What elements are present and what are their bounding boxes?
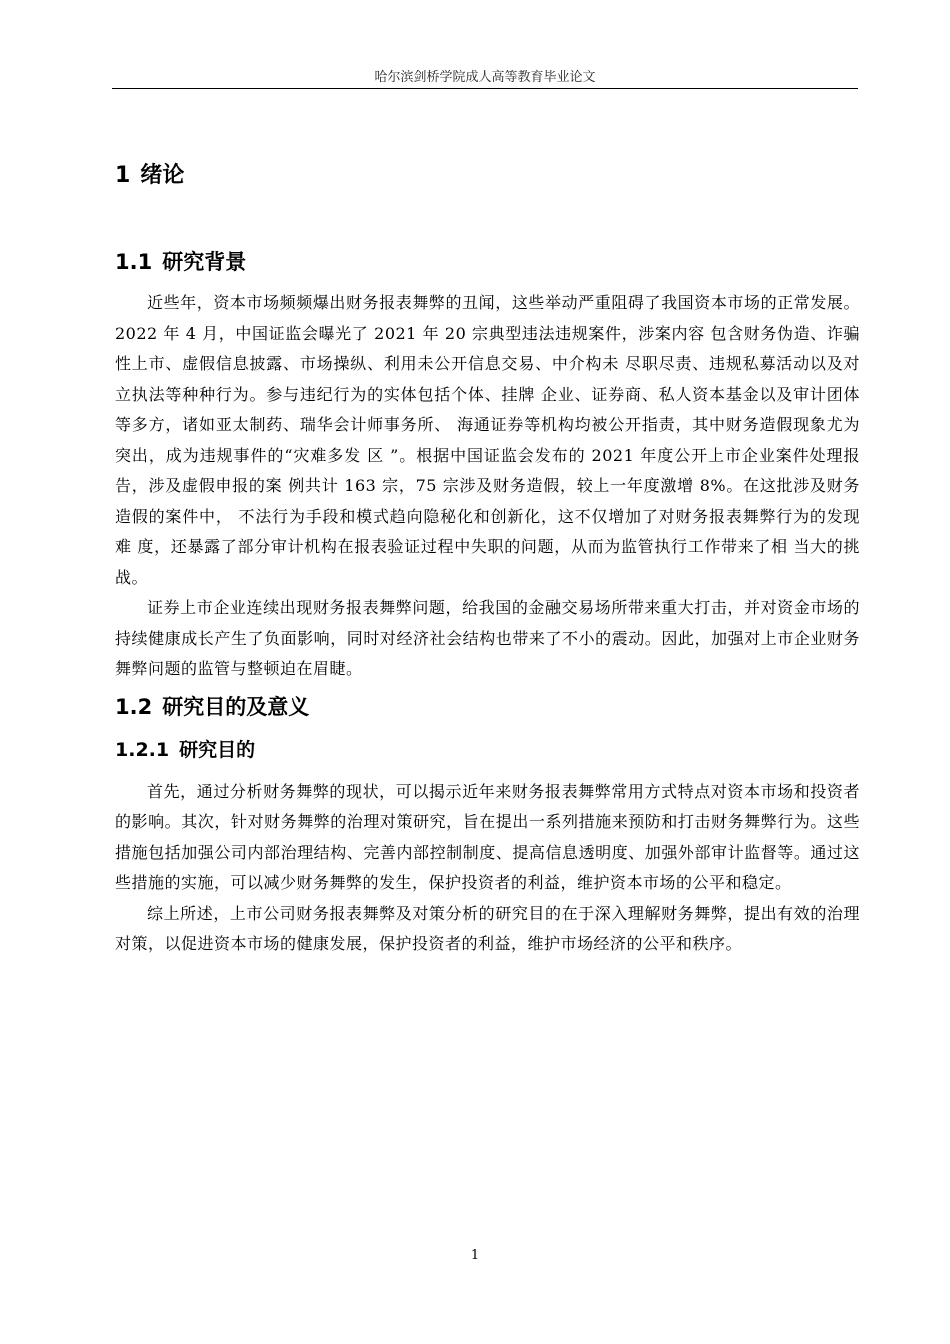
document-body (115, 156, 860, 960)
section-heading-1-2 (115, 689, 860, 725)
paragraph: 近些年，资本市场频频爆出财务报表舞弊的丑闻，这些举动严重阻碍了我国资本市场的正常发展。2022 年 4 月，中国证监会曝光了 2021 年 20 宗典型违法违规案件，涉案内容 包含财务伪造、诈骗性上市、虚假信息披露、市场操纵、利用未公开信息交易、中介构未 尽职尽责、违规私募活动以及对立执法等种种行为。参与违纪行为的实体包括个体、挂牌 企业、证券商、私人资本基金以及审计团体等多方，诸如亚太制药、瑞华会计师事务所、 海通证券等机构均被公开指责，其中财务造假现象尤为突出，成为违规事件的“灾难多发 区 ”。根据中国证监会发布的 2021 年度公开上市企业案件处理报告，涉及虚假申报的案 例共计 163 宗，75 宗涉及财务造假，较上一年度激增 8%。在这批涉及财务造假的案件中， 不法行为手段和模式趋向隐秘化和创新化，这不仅增加了对财务报表舞弊行为的发现难 度，还暴露了部分审计机构在报表验证过程中失职的问题，从而为监管执行工作带来了相 当大的挑战。 (115, 293, 860, 587)
subsection-number: 1.2.1 (115, 738, 170, 761)
section-number: 1.2 (115, 694, 153, 719)
chapter-number: 1 (115, 163, 131, 188)
section-title: 研究目的及意义 (162, 694, 310, 719)
section-number: 1.1 (115, 250, 153, 274)
page-number: 1 (470, 1248, 480, 1263)
paragraph: 证券上市企业连续出现财务报表舞弊问题，给我国的金融交易场所带来重大打击，并对资金市场的持续健康成长产生了负面影响，同时对经济社会结构也带来了不小的震动。因此，加强对上市企业财务舞弊问题的监管与整顿迫在眉睫。 (115, 598, 860, 678)
subsection-heading-1-2-1 (115, 733, 860, 767)
paragraph: 首先，通过分析财务舞弊的现状，可以揭示近年来财务报表舞弊常用方式特点对资本市场和投资者的影响。其次，针对财务舞弊的治理对策研究，旨在提出一系列措施来预防和打击财务舞弊行为。这些措施包括加强公司内部治理结构、完善内部控制制度、提高信息透明度、加强外部审计监督等。通过这些措施的实施，可以减少财务舞弊的发生，保护投资者的利益，维护资本市场的公平和稳定。 (115, 781, 860, 892)
paragraph: 综上所述，上市公司财务报表舞弊及对策分析的研究目的在于深入理解财务舞弊，提出有效的治理对策，以促进资本市场的健康发展，保护投资者的利益，维护市场经济的公平和秩序。 (115, 903, 860, 953)
subsection-title: 研究目的 (179, 738, 256, 761)
page-header: 哈尔滨剑桥学院成人高等教育毕业论文 (374, 70, 596, 85)
header-rule (112, 88, 858, 89)
chapter-heading (115, 156, 860, 200)
chapter-title: 绪论 (140, 163, 185, 188)
section-title: 研究背景 (162, 250, 247, 274)
section-heading-1-1 (115, 244, 860, 280)
